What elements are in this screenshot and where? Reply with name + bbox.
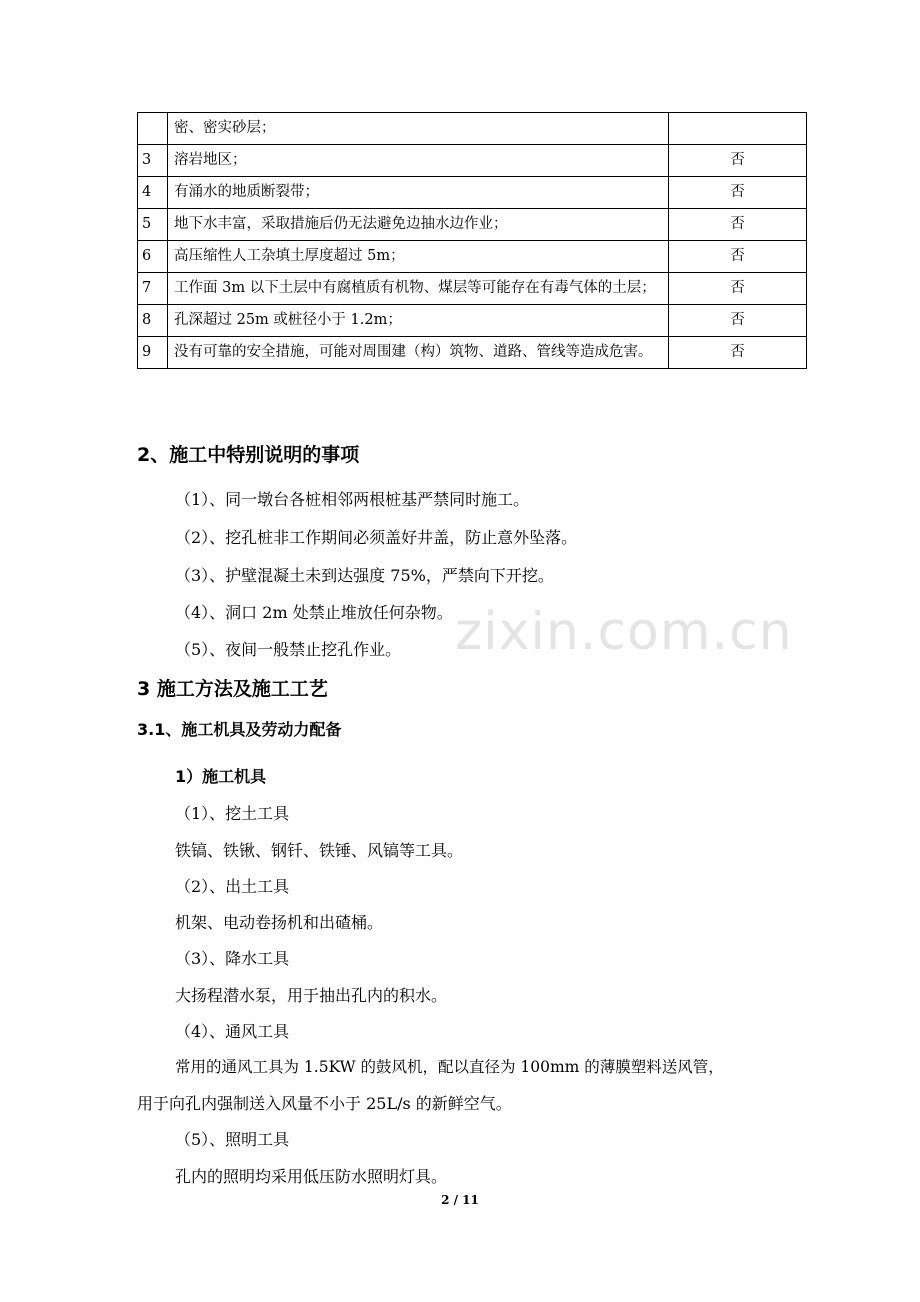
page-number: 2 / 11: [441, 1193, 479, 1207]
table-row: [138, 113, 807, 145]
subsection-heading: 3.1、施工机具及劳动力配备: [137, 720, 342, 739]
table-row: [138, 241, 807, 273]
row-text: 溶岩地区；: [168, 145, 669, 177]
row-number: 3: [138, 145, 168, 177]
criteria-table: [137, 112, 807, 369]
list-item: （3）、护壁混凝土未到达强度 75%，严禁向下开挖。: [175, 566, 554, 585]
row-result: 否: [669, 337, 807, 369]
table-row: [138, 209, 807, 241]
row-text: 地下水丰富，采取措施后仍无法避免边抽水边作业；: [168, 209, 669, 241]
tool-label: （1）、挖土工具: [175, 804, 290, 823]
row-number: 9: [138, 337, 168, 369]
table-row: [138, 177, 807, 209]
row-text: 密、密实砂层；: [168, 113, 669, 145]
list-item: （1）、同一墩台各桩相邻两根桩基严禁同时施工。: [175, 490, 530, 509]
watermark: zixin.com.cn: [455, 602, 793, 662]
table-row: [138, 145, 807, 177]
row-result: 否: [669, 209, 807, 241]
tool-desc: 大扬程潜水泵，用于抽出孔内的积水。: [175, 986, 448, 1005]
table-row: [138, 273, 807, 305]
row-text: 孔深超过 25m 或桩径小于 1.2m；: [168, 305, 669, 337]
tool-desc: 用于向孔内强制送入风量不小于 25L/s 的新鲜空气。: [137, 1094, 512, 1113]
row-text: 有涌水的地质断裂带；: [168, 177, 669, 209]
list-item: （4）、洞口 2m 处禁止堆放任何杂物。: [175, 603, 453, 622]
row-text: 高压缩性人工杂填土厚度超过 5m；: [168, 241, 669, 273]
tool-desc: 常用的通风工具为 1.5KW 的鼓风机，配以直径为 100mm 的薄膜塑料送风管，: [175, 1058, 724, 1076]
subsection-heading: 1）施工机具: [175, 767, 267, 786]
tool-label: （3）、降水工具: [175, 949, 290, 968]
list-item: （2）、挖孔桩非工作期间必须盖好井盖，防止意外坠落。: [175, 528, 578, 547]
tool-desc: 机架、电动卷扬机和出碴桶。: [175, 913, 384, 932]
row-number: 5: [138, 209, 168, 241]
row-number: 4: [138, 177, 168, 209]
table-row: [138, 305, 807, 337]
row-result: 否: [669, 273, 807, 305]
tool-label: （4）、通风工具: [175, 1022, 290, 1041]
row-number: 7: [138, 273, 168, 305]
row-number: [138, 113, 168, 145]
tool-desc: 铁镐、铁锹、钢钎、铁锤、风镐等工具。: [175, 841, 464, 860]
row-number: 8: [138, 305, 168, 337]
table-row: [138, 337, 807, 369]
row-result: [669, 113, 807, 145]
row-result: 否: [669, 177, 807, 209]
row-text: 没有可靠的安全措施，可能对周围建（构）筑物、道路、管线等造成危害。: [168, 337, 669, 369]
row-result: 否: [669, 305, 807, 337]
tool-label: （2）、出土工具: [175, 877, 290, 896]
row-result: 否: [669, 145, 807, 177]
tool-desc: 孔内的照明均采用低压防水照明灯具。: [175, 1167, 448, 1186]
row-text: 工作面 3m 以下土层中有腐植质有机物、煤层等可能存在有毒气体的土层；: [168, 273, 669, 305]
section-2-heading: 2、施工中特别说明的事项: [137, 444, 360, 466]
section-3-heading: 3 施工方法及施工工艺: [137, 678, 328, 700]
row-result: 否: [669, 241, 807, 273]
tool-label: （5）、照明工具: [175, 1130, 290, 1149]
row-number: 6: [138, 241, 168, 273]
list-item: （5）、夜间一般禁止挖孔作业。: [175, 640, 402, 659]
